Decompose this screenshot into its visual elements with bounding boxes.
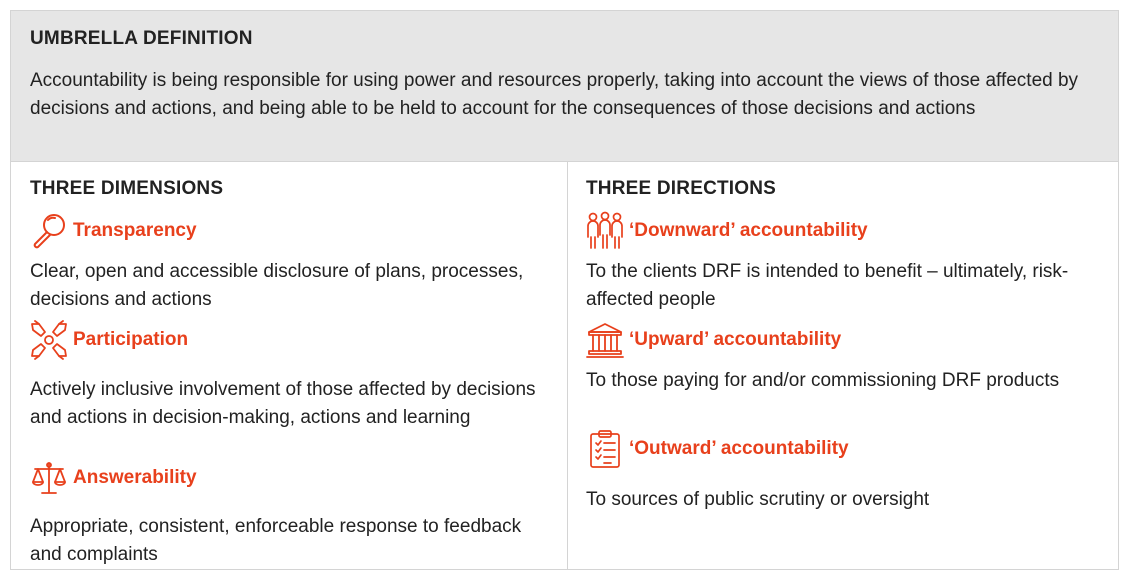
upward-heading [585,320,841,360]
scales-icon [29,458,69,498]
downward-heading [585,211,868,251]
direction-description: To sources of public scrutiny or oversight [586,489,930,510]
answerability-heading [29,458,197,498]
direction-label: ‘Upward’ accountability [629,329,842,350]
participation-heading [29,320,188,360]
direction-description: To those paying for and/or commissioning DRF products [586,370,1060,391]
dimension-description: Appropriate, consistent, enforceable response to feedback and complaints [30,516,522,565]
direction-label: ‘Outward’ accountability [629,438,849,459]
dimension-label: Participation [73,329,189,350]
section-title: UMBRELLA DEFINITION [30,28,253,49]
umbrella-definition-section [11,11,1118,162]
dimension-label: Transparency [73,220,197,241]
definition-text: Accountability is being responsible for using power and resources properly, taking into account the views of those affected by decisions and actions, and being able to be held to account for the consequences of those decisions and actions [30,70,1079,119]
outward-heading [585,429,849,469]
column-title: THREE DIMENSIONS [30,178,224,199]
people-icon [585,211,625,251]
institution-icon [585,320,625,360]
magnifier-icon [29,211,69,251]
column-title: THREE DIRECTIONS [586,178,777,199]
three-directions-column [568,162,1118,569]
dimension-description: Actively inclusive involvement of those affected by decisions and actions in decision-making, actions and learning [30,379,536,428]
accountability-panel [10,10,1119,570]
three-dimensions-column [11,162,568,569]
transparency-heading [29,211,197,251]
dimension-label: Answerability [73,467,197,488]
clipboard-icon [585,429,625,469]
participation-hands-icon [29,320,69,360]
dimension-description: Clear, open and accessible disclosure of plans, processes, decisions and actions [30,261,524,310]
direction-label: ‘Downward’ accountability [629,220,868,241]
direction-description: To the clients DRF is intended to benefit – ultimately, risk-affected people [586,261,1069,310]
